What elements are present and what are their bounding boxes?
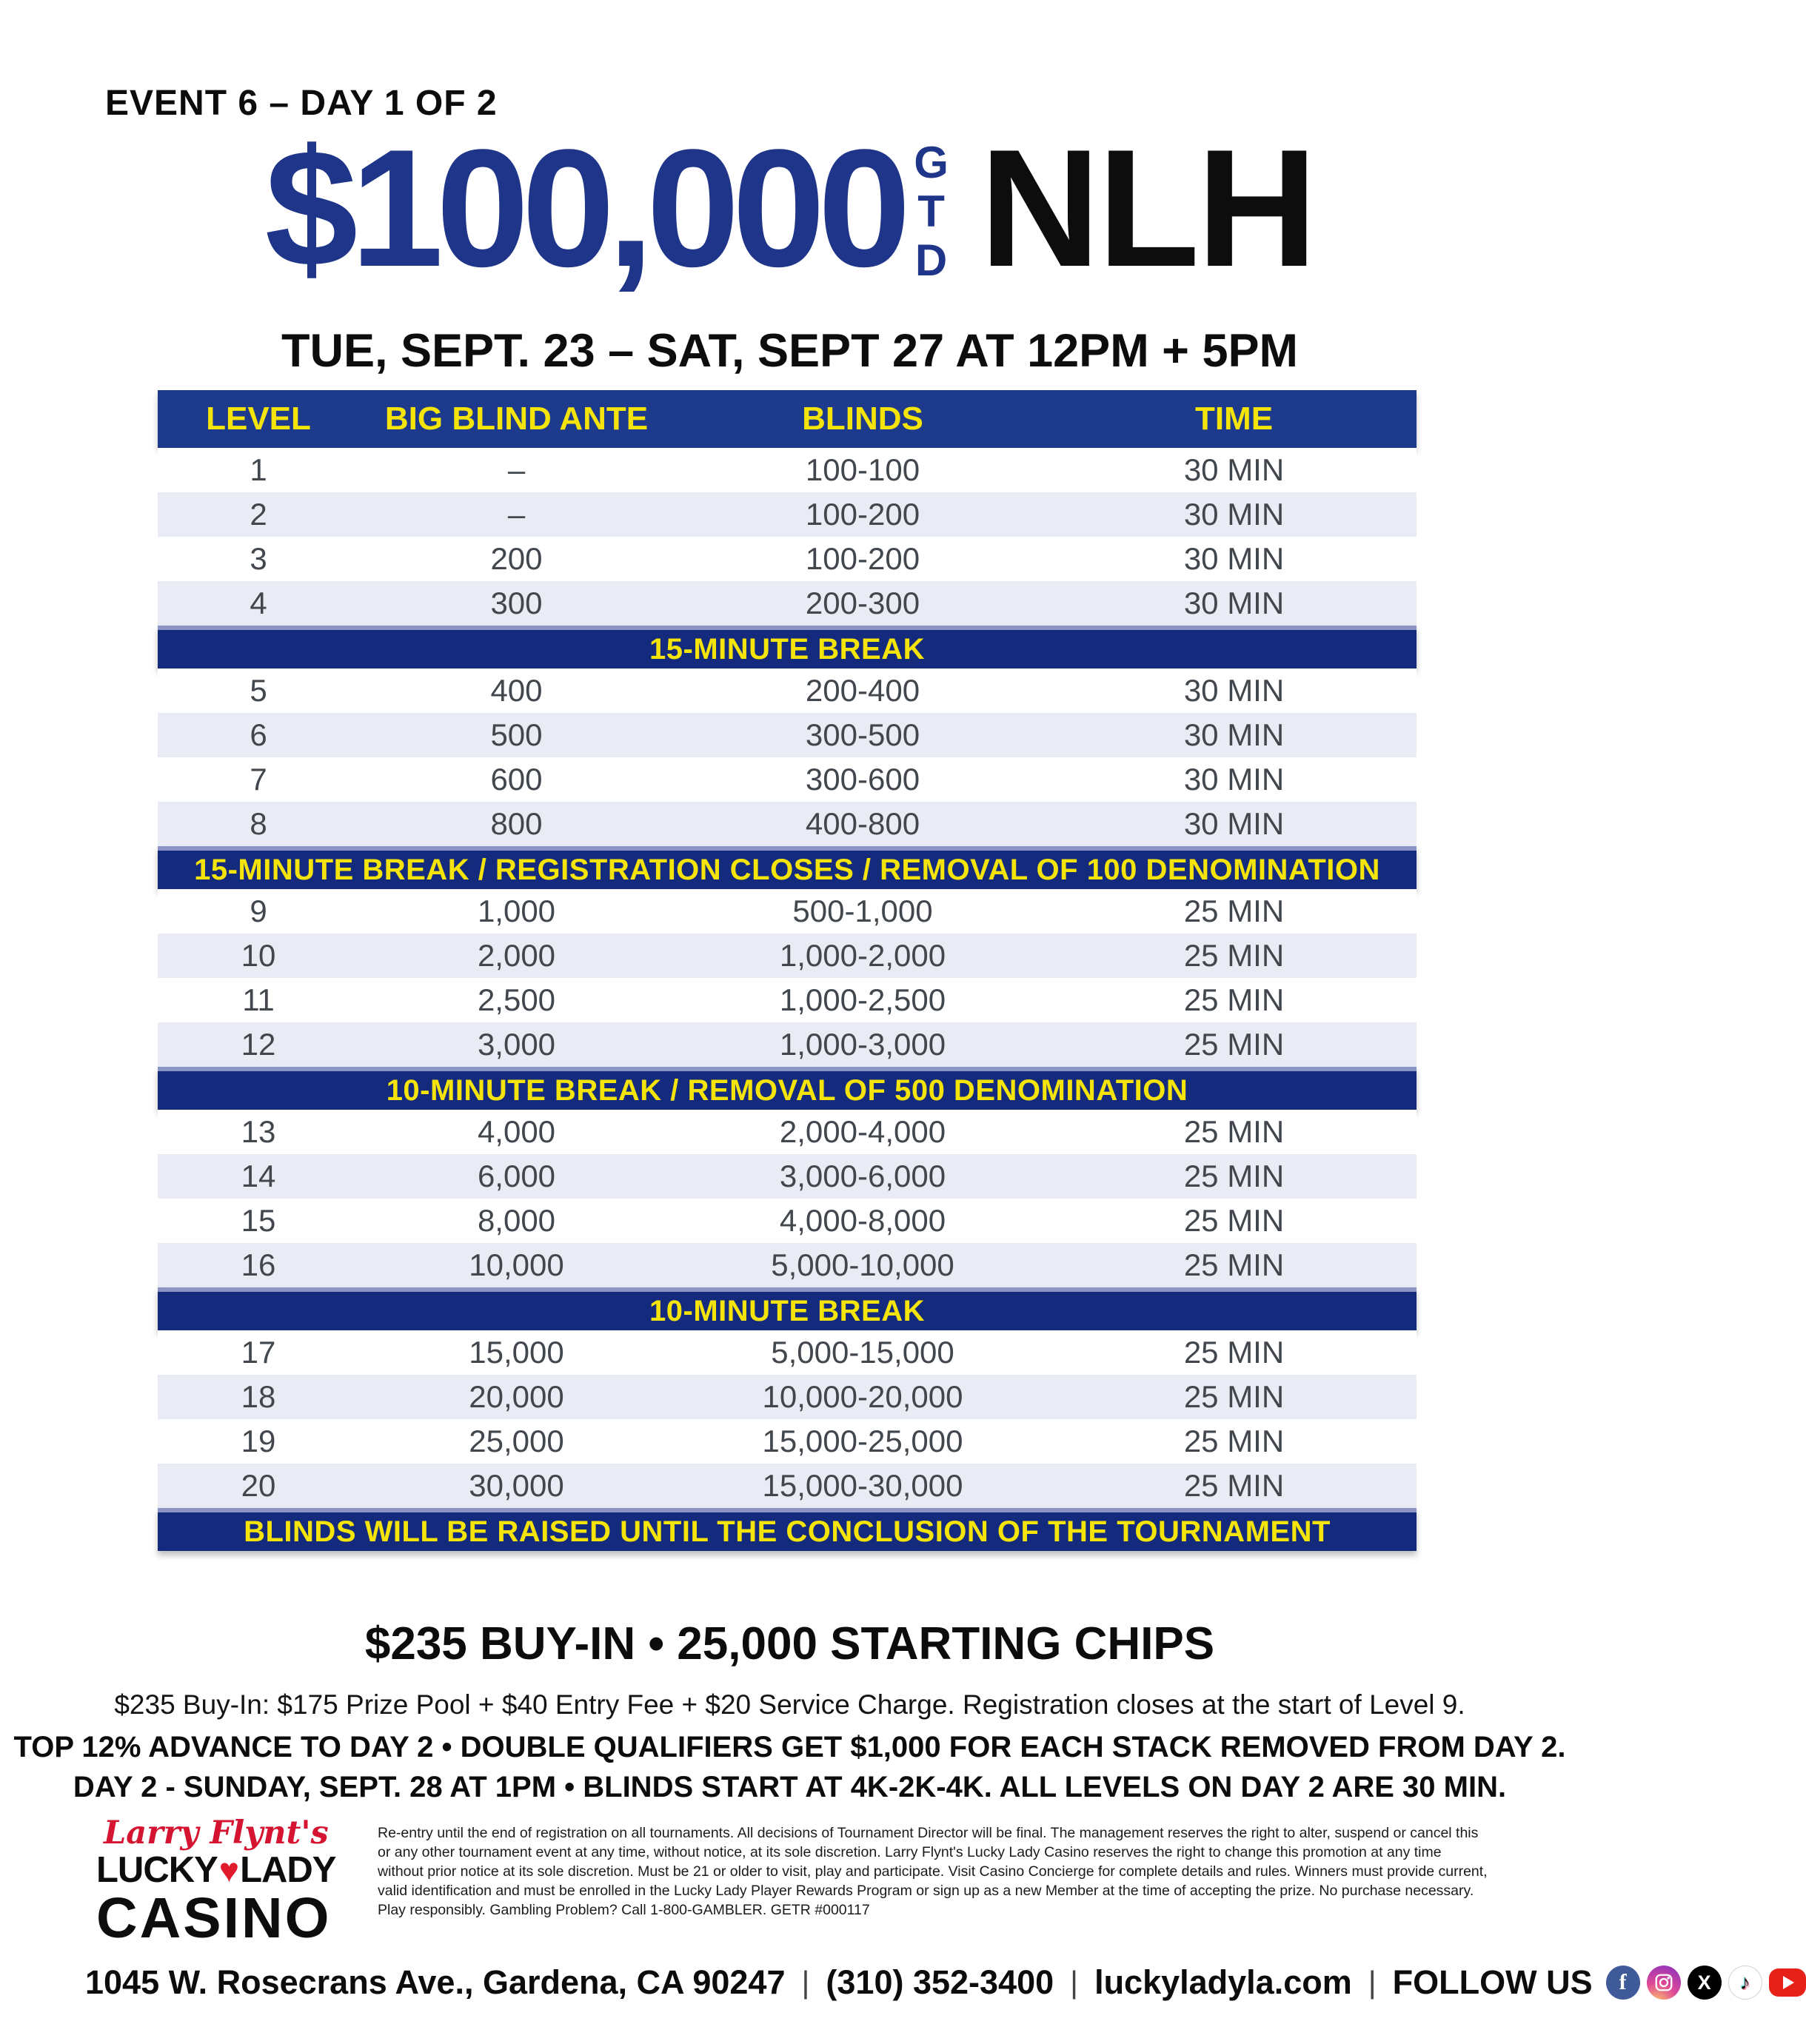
cell-time: 30 MIN xyxy=(1183,541,1285,576)
footer-phone: (310) 352-3400 xyxy=(826,1963,1054,2001)
break-label: BLINDS WILL BE RAISED UNTIL THE CONCLUSION OF THE TOURNAMENT xyxy=(244,1515,1331,1548)
x-icon[interactable]: X xyxy=(1688,1966,1722,2000)
break-row xyxy=(158,1508,1417,1551)
cell-time: 25 MIN xyxy=(1183,894,1285,928)
footer-separator: | xyxy=(1070,1965,1079,2000)
table-row xyxy=(158,669,1417,713)
cell-ante: 2,000 xyxy=(477,938,556,973)
break-row xyxy=(158,846,1417,889)
title-game: NLH xyxy=(979,114,1315,301)
table-row xyxy=(158,757,1417,802)
table-row xyxy=(158,581,1417,626)
cell-time: 30 MIN xyxy=(1183,497,1285,532)
cell-time: 30 MIN xyxy=(1183,452,1285,487)
cell-blinds: 5,000-15,000 xyxy=(771,1335,954,1370)
table-row xyxy=(158,1154,1417,1199)
cell-blinds: 100-200 xyxy=(805,497,920,532)
table-row xyxy=(158,1464,1417,1508)
break-label: 10-MINUTE BREAK xyxy=(649,1294,925,1327)
cell-ante: 25,000 xyxy=(469,1424,564,1458)
bottom-block xyxy=(96,1815,1488,1950)
instagram-icon[interactable] xyxy=(1647,1966,1681,2000)
cell-time: 25 MIN xyxy=(1183,1424,1285,1458)
gtd-letter: G xyxy=(914,138,949,187)
instagram-camera-glyph xyxy=(1653,1972,1674,1993)
cell-ante: 10,000 xyxy=(469,1247,564,1282)
footer xyxy=(85,1963,1750,2002)
event-label: EVENT 6 – DAY 1 OF 2 xyxy=(105,84,498,123)
cell-level: 3 xyxy=(250,541,267,576)
cell-blinds: 5,000-10,000 xyxy=(771,1247,954,1282)
cell-ante: 2,500 xyxy=(477,982,556,1017)
cell-level: 10 xyxy=(241,938,276,973)
cell-blinds: 3,000-6,000 xyxy=(779,1159,946,1193)
cell-time: 30 MIN xyxy=(1183,762,1285,797)
break-row xyxy=(158,626,1417,669)
table-row xyxy=(158,1110,1417,1154)
break-label: 15-MINUTE BREAK / REGISTRATION CLOSES / REMOVAL OF 100 DENOMINATION xyxy=(194,853,1380,886)
cell-level: 17 xyxy=(241,1335,276,1370)
cell-level: 13 xyxy=(241,1114,276,1149)
cell-time: 25 MIN xyxy=(1183,1114,1285,1149)
legal-fine-print: Re-entry until the end of registration on all tournaments. All decisions of Tournament Director will be final. The management reserves the right to alter, suspend or cancel this or any other tournament event at any time, without notice, at its sole discretion. Larry Flynt's Lucky Lady Casino reserves the right to change this promotion at any time without prior notice at its sole discretion. Must be 21 or older to visit, play and participate. Visit Casino Concierge for complete details and rules. Winners must provide current, valid identification and must be enrolled in the Lucky Lady Player Rewards Program or sign up as a new Member at the time of accepting the prize. No purchase necessary. Play responsibly. Gambling Problem? Call 1-800-GAMBLER. GETR #000117 xyxy=(378,1825,1488,1918)
cell-ante: 8,000 xyxy=(477,1203,556,1238)
advance-info: TOP 12% ADVANCE TO DAY 2 • DOUBLE QUALIFIERS GET $1,000 FOR EACH STACK REMOVED FROM DAY 2. xyxy=(13,1731,1566,1763)
footer-separator: | xyxy=(801,1965,810,2000)
break-label: 10-MINUTE BREAK / REMOVAL OF 500 DENOMINATION xyxy=(386,1073,1188,1107)
cell-ante: 300 xyxy=(490,586,543,620)
table-row xyxy=(158,713,1417,757)
cell-ante: – xyxy=(507,452,526,487)
cell-time: 25 MIN xyxy=(1183,1027,1285,1062)
youtube-icon[interactable] xyxy=(1769,1968,1806,1997)
cell-level: 16 xyxy=(241,1247,276,1282)
cell-time: 25 MIN xyxy=(1183,1247,1285,1282)
footer-separator: | xyxy=(1368,1965,1377,2000)
table-header-row xyxy=(158,390,1417,448)
table-row xyxy=(158,492,1417,537)
cell-time: 25 MIN xyxy=(1183,938,1285,973)
facebook-icon[interactable]: f xyxy=(1606,1966,1640,2000)
cell-level: 7 xyxy=(250,762,267,797)
cell-time: 25 MIN xyxy=(1183,1203,1285,1238)
footer-address: 1045 W. Rosecrans Ave., Gardena, CA 90247 xyxy=(85,1963,786,2001)
title-gtd xyxy=(914,138,949,285)
cell-ante: 6,000 xyxy=(477,1159,556,1193)
cell-blinds: 4,000-8,000 xyxy=(779,1203,946,1238)
cell-blinds: 100-200 xyxy=(805,541,920,576)
cell-ante: 30,000 xyxy=(469,1468,564,1503)
table-row xyxy=(158,1375,1417,1419)
logo-word-casino: CASINO xyxy=(96,1886,332,1950)
social-icons xyxy=(1606,1966,1806,2000)
cell-blinds: 10,000-20,000 xyxy=(762,1379,963,1414)
follow-us-label: FOLLOW US xyxy=(1392,1963,1593,2001)
cell-level: 4 xyxy=(250,586,267,620)
cell-time: 25 MIN xyxy=(1183,1335,1285,1370)
cell-blinds: 500-1,000 xyxy=(792,894,933,928)
tiktok-icon[interactable]: ♪ xyxy=(1728,1966,1762,2000)
cell-level: 5 xyxy=(250,673,267,708)
cell-blinds: 15,000-30,000 xyxy=(762,1468,963,1503)
cell-blinds: 400-800 xyxy=(805,806,920,841)
logo-word-lady: LADY xyxy=(240,1850,336,1890)
cell-level: 14 xyxy=(241,1159,276,1193)
cell-time: 25 MIN xyxy=(1183,1159,1285,1193)
column-header-ante: BIG BLIND ANTE xyxy=(384,401,649,437)
table-row xyxy=(158,1330,1417,1375)
cell-level: 2 xyxy=(250,497,267,532)
cell-level: 8 xyxy=(250,806,267,841)
table-row xyxy=(158,1022,1417,1067)
blind-structure-table xyxy=(158,390,1417,1551)
table-row xyxy=(158,889,1417,934)
column-header-level: LEVEL xyxy=(206,401,311,437)
cell-ante: 4,000 xyxy=(477,1114,556,1149)
cell-blinds: 200-400 xyxy=(805,673,920,708)
cell-time: 30 MIN xyxy=(1183,717,1285,752)
cell-level: 1 xyxy=(250,452,267,487)
table-row xyxy=(158,934,1417,978)
cell-ante: 20,000 xyxy=(469,1379,564,1414)
table-body xyxy=(158,448,1417,1551)
cell-ante: 200 xyxy=(490,541,543,576)
fee-breakdown: $235 Buy-In: $175 Prize Pool + $40 Entry Fee + $20 Service Charge. Registration closes at the start of Level 9. xyxy=(114,1689,1465,1720)
cell-level: 18 xyxy=(241,1379,276,1414)
cell-time: 25 MIN xyxy=(1183,1379,1285,1414)
logo-lucky-lady xyxy=(96,1852,341,1889)
table-row xyxy=(158,1199,1417,1243)
table-row xyxy=(158,978,1417,1022)
table-row xyxy=(158,448,1417,492)
cell-blinds: 15,000-25,000 xyxy=(762,1424,963,1458)
cell-level: 15 xyxy=(241,1203,276,1238)
cell-ante: 800 xyxy=(490,806,543,841)
cell-time: 25 MIN xyxy=(1183,1468,1285,1503)
cell-blinds: 2,000-4,000 xyxy=(779,1114,946,1149)
cell-blinds: 300-500 xyxy=(805,717,920,752)
logo-word-lucky: LUCKY xyxy=(96,1850,218,1890)
page-title xyxy=(0,114,1579,301)
gtd-letter: D xyxy=(914,235,948,285)
footer-website[interactable]: luckyladyla.com xyxy=(1094,1963,1352,2001)
column-header-time: TIME xyxy=(1194,401,1274,437)
title-amount: $100,000 xyxy=(264,114,904,301)
cell-blinds: 1,000-2,500 xyxy=(779,982,946,1017)
cell-blinds: 100-100 xyxy=(805,452,920,487)
cell-blinds: 1,000-3,000 xyxy=(779,1027,946,1062)
cell-level: 12 xyxy=(241,1027,276,1062)
break-label: 15-MINUTE BREAK xyxy=(649,632,925,666)
event-dates: TUE, SEPT. 23 – SAT, SEPT 27 AT 12PM + 5PM xyxy=(281,325,1299,377)
cell-blinds: 300-600 xyxy=(805,762,920,797)
column-header-blinds: BLINDS xyxy=(802,401,923,437)
cell-level: 6 xyxy=(250,717,267,752)
casino-logo xyxy=(96,1815,341,1950)
cell-level: 19 xyxy=(241,1424,276,1458)
table-row xyxy=(158,1419,1417,1464)
cell-time: 30 MIN xyxy=(1183,806,1285,841)
cell-ante: 1,000 xyxy=(477,894,556,928)
break-row xyxy=(158,1287,1417,1330)
cell-ante: 15,000 xyxy=(469,1335,564,1370)
cell-level: 9 xyxy=(250,894,267,928)
cell-time: 30 MIN xyxy=(1183,586,1285,620)
table-row xyxy=(158,537,1417,581)
cell-ante: – xyxy=(507,497,526,532)
cell-blinds: 1,000-2,000 xyxy=(779,938,946,973)
table-row xyxy=(158,802,1417,846)
cell-ante: 3,000 xyxy=(477,1027,556,1062)
cell-blinds: 200-300 xyxy=(805,586,920,620)
cell-ante: 600 xyxy=(490,762,543,797)
day2-info: DAY 2 - SUNDAY, SEPT. 28 AT 1PM • BLINDS START AT 4K-2K-4K. ALL LEVELS ON DAY 2 ARE 30 MIN. xyxy=(73,1771,1507,1803)
cell-level: 20 xyxy=(241,1468,276,1503)
cell-time: 25 MIN xyxy=(1183,982,1285,1017)
table-row xyxy=(158,1243,1417,1287)
cell-ante: 400 xyxy=(490,673,543,708)
cell-time: 30 MIN xyxy=(1183,673,1285,708)
heart-icon: ♥ xyxy=(218,1851,239,1889)
break-row xyxy=(158,1067,1417,1110)
gtd-letter: T xyxy=(917,187,945,236)
play-icon xyxy=(1783,1976,1794,1989)
cell-level: 11 xyxy=(242,982,275,1017)
logo-script-text: Larry Flynt's xyxy=(104,1815,329,1852)
cell-ante: 500 xyxy=(490,717,543,752)
buyin-headline: $235 BUY-IN • 25,000 STARTING CHIPS xyxy=(364,1618,1215,1669)
